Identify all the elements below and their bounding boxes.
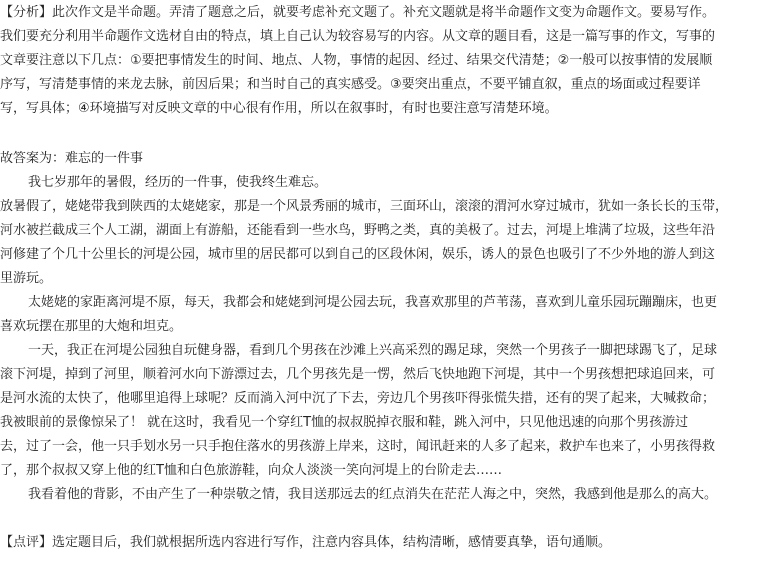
analysis-line: 文章要注意以下几点：①要把事情发生的时间、地点、人物，事情的起因、经过、结果交代清楚；②一般可以按事情的发展顺 bbox=[0, 53, 713, 68]
answer-paragraph-2-line: 河修建了个几十公里长的河堤公园，城市里的居民都可以到自己的区段休闲，娱乐，诱人的景色也吸引了不少外地的游人到这 bbox=[0, 247, 716, 262]
answer-paragraph-4-line: 了，那个叔叔又穿上他的红T恤和白色旅游鞋，向众人淡淡一笑向河堤上的台阶走去…… bbox=[0, 463, 502, 478]
answer-paragraph-5-line: 我看着他的背影，不由产生了一种崇敬之情，我目送那远去的红点消失在茫茫人海之中，突然，我感到他是那么的高大。 bbox=[28, 487, 718, 502]
answer-paragraph-4-line: 滚下河堤，掉到了河里，顺着河水向下游漂过去，几个男孩先是一愣，然后飞快地跑下河堤，其中一个男孩想把球追回来，可 bbox=[0, 367, 716, 382]
answer-paragraph-2-line: 里游玩。 bbox=[0, 271, 53, 286]
answer-paragraph-3-line: 太姥姥的家距离河堤不原，每天，我都会和姥姥到河堤公园去玩，我喜欢那里的芦苇荡，喜欢到儿童乐园玩蹦蹦床，也更 bbox=[28, 295, 718, 310]
answer-paragraph-4-line: 是河水流的太快了，他哪里追得上球呢？反而淌入河中沉了下去，旁边几个男孩吓得张慌失措，还有的哭了起来，大喊救命； bbox=[0, 391, 716, 406]
analysis-line: 我们要充分利用半命题作文选材自由的特点，填上自己认为较容易写的内容。从文章的题目看，这是一篇写事的作文，写事的 bbox=[0, 29, 716, 44]
answer-paragraph-2-line: 放暑假了，姥姥带我到陕西的太姥姥家，那是一个风景秀丽的城市，三面环山，滚滚的渭河水穿过城市，犹如一条长长的玉带， bbox=[0, 199, 729, 214]
answer-paragraph-4-line: 一天，我正在河堤公园独自玩健身器，看到几个男孩在沙滩上兴高采烈的踢足球，突然一个男孩子一脚把球踢飞了，足球 bbox=[28, 343, 718, 358]
analysis-line: 【分析】此次作文是半命题。弄清了题意之后，就要考虑补充文题了。补充文题就是将半命题作文变为命题作文。要易写作。 bbox=[0, 5, 716, 20]
answer-paragraph-2-line: 河水被拦截成三个人工湖，湖面上有游船，还能看到一些水鸟，野鸭之类，真的美极了。过去，河堤上堆满了垃圾，这些年沿 bbox=[0, 223, 716, 238]
analysis-line: 序写，写清楚事情的来龙去脉，前因后果；和当时自己的真实感受。③要突出重点，不要平铺直叙，重点的场面或过程要详 bbox=[0, 77, 701, 92]
answer-paragraph-4-line: 我被眼前的景像惊呆了！ 就在这时，我看见一个穿红T恤的叔叔脱掉衣服和鞋，跳入河中，只见他迅速的向那个男孩游过 bbox=[0, 415, 689, 430]
comment-line: 【点评】选定题目后，我们就根据所选内容进行写作，注意内容具体，结构清晰，感情要真挚，语句通顺。 bbox=[0, 535, 612, 550]
analysis-line: 写，写具体；④环境描写对反映文章的中心很有作用，所以在叙事时，有时也要注意写清楚环境。 bbox=[0, 101, 558, 116]
answer-paragraph-3-line: 喜欢玩摆在那里的大炮和坦克。 bbox=[0, 319, 183, 334]
answer-paragraph-4-line: 去，过了一会，他一只手划水另一只手抱住落水的男孩游上岸来，这时，闻讯赶来的人多了起来，救护车也来了，小男孩得救 bbox=[0, 439, 716, 454]
answer-title-line: 故答案为：难忘的一件事 bbox=[0, 151, 144, 166]
answer-paragraph-1-line: 我七岁那年的暑假，经历的一件事，使我终生难忘。 bbox=[28, 175, 328, 190]
